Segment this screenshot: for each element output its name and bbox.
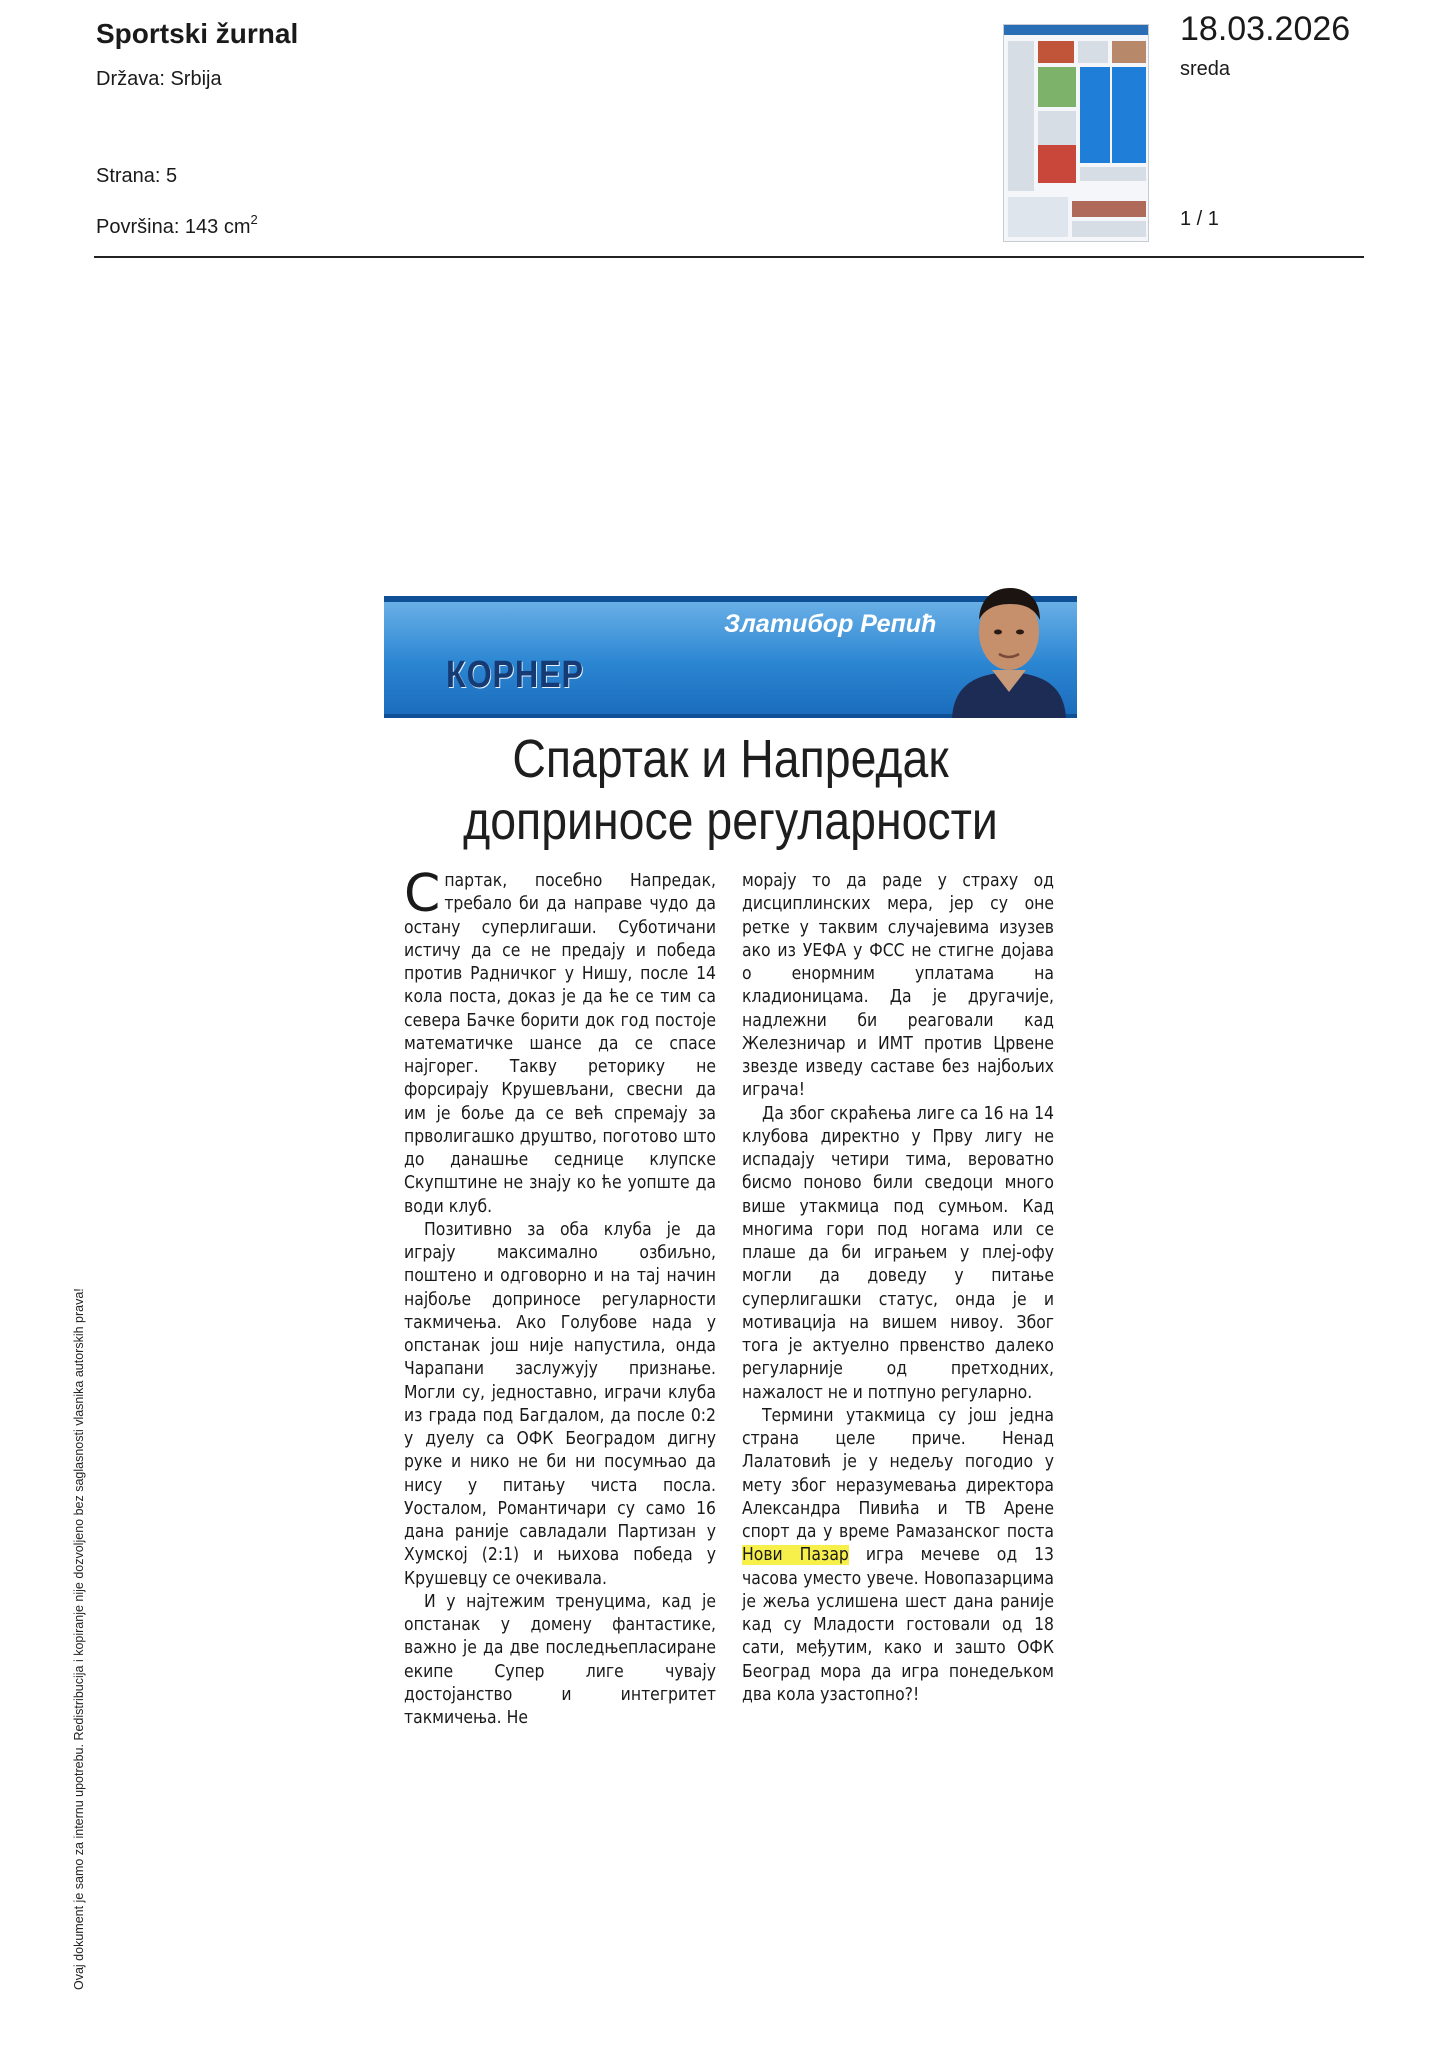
page-count: 1 / 1 [1180,208,1219,230]
paragraph-text: партак, посебно Напредак, требало би да направе чудо да остану суперлигаши. Суботичани истичу да се не предају и победа против Радничког у Нишу, после 14 кола поста, доказ је да ће се тим са севера Бачке борити док год постоје математичке шансе да се спасе најгорег. Такву реторику не форсирају Крушевљани, свесни да им је боље да се већ спремају за прволигашко друштво, поготово што до данашње седнице клупске Скупштине не знају ко ће уопште да води клуб. [404,871,716,1217]
thumb-header [1004,25,1148,35]
publication-name: Sportski žurnal [96,18,299,49]
page-thumbnail[interactable] [1003,24,1149,242]
header-divider [94,256,1364,258]
issue-weekday: sreda [1180,58,1231,80]
author-portrait [944,574,1074,718]
article-column-1 [404,864,716,1730]
author-byline: Златибор Репић [724,610,937,638]
legal-notice: Ovaj dokument je samo za internu upotrebu. Redistribucija i kopiranje nije dozvoljeno bez saglasnosti vlasnika autorskih prava! [72,1288,86,1990]
publication-title [96,18,298,68]
column-kicker: КОРНЕР [446,654,584,696]
paragraph [404,864,716,1219]
article-column-2 [742,870,1054,1707]
headline-line-2: доприносе регуларности [463,791,998,851]
article-headline [433,728,1029,852]
issue-date: 18.03.2026 [1180,10,1351,48]
paragraph-text: Термини утакмица су још једна страна целе приче. Ненад Лалатовић је у недељу погодио у мету због неразумевања директора Александра Пивића и ТВ Арене спорт да у време Рамазанског поста [742,1405,1054,1542]
paragraph: морају то да раде у страху од дисциплинских мера, јер су оне ретке у таквим случајевима изузев ако из УЕФА у ФСС не стигне дојава о енормним уплатама на кладионицама. Да је другачије, надлежни би реаговали кад Железничар и ИМТ против Црвене звезде изведу саставе без најбољих играча! [742,871,1054,1101]
highlighted-term: Нови Пазар [742,1545,849,1566]
paragraph-text: игра мечеве од 13 часова уместо увече. Новопазарцима је жеља услишена шест дана раније кад су Младости гостовали од 18 сати, међутим, како и зашто ОФК Београд мора да игра понедељком два кола узастопно?! [742,1545,1054,1705]
page-label: Strana: 5 [96,165,178,187]
area-sup: 2 [250,212,258,227]
paragraph: Позитивно за оба клуба је да играју максимално озбиљно, поштено и одговорно и на тај начин најбоље доприносе регуларности такмичења. Ако Голубове нада у опстанак још није напустила, онда Чарапани заслужују признање. Могли су, једноставно, играчи клуба из града под Багдалом, да после 0:2 у дуелу са ОФК Београдом дигну руке и нико не би ни посумњао да нису у питању чиста посла. Уосталом, Романтичари су само 16 дана раније савладали Партизан у Хумској (2:1) и њихова победа у Крушевцу се очекивала. [404,1219,716,1589]
area-label [96,212,258,239]
drop-cap: С [404,864,441,924]
headline-line-1: Спартак и Напредак [512,729,949,789]
paragraph: И у најтежим тренуцима, кад је опстанак у домену фантастике, важно је да две последњепласиране екипе Супер лиге чувају достојанство и интегритет такмичења. Не [404,1591,716,1728]
paragraph [742,1405,1054,1707]
area-text: Površina: 143 cm [96,216,251,238]
column-banner [384,596,1077,718]
paragraph: Да због скраћења лиге са 16 на 14 клубова директно у Прву лигу не испадају четири тима, вероватно бисмо поново били сведоци много више утакмица под сумњом. Кад многима гори под ногама или се плаше да би играњем у плеј-офу могли да доведу у питање суперлигашки статус, онда је и мотивација на вишем нивоу. Због тога је актуелно првенство далеко регуларније од претходних, нажалост не и потпуно регуларно. [742,1103,1054,1403]
country-label: Država: Srbija [96,68,222,90]
